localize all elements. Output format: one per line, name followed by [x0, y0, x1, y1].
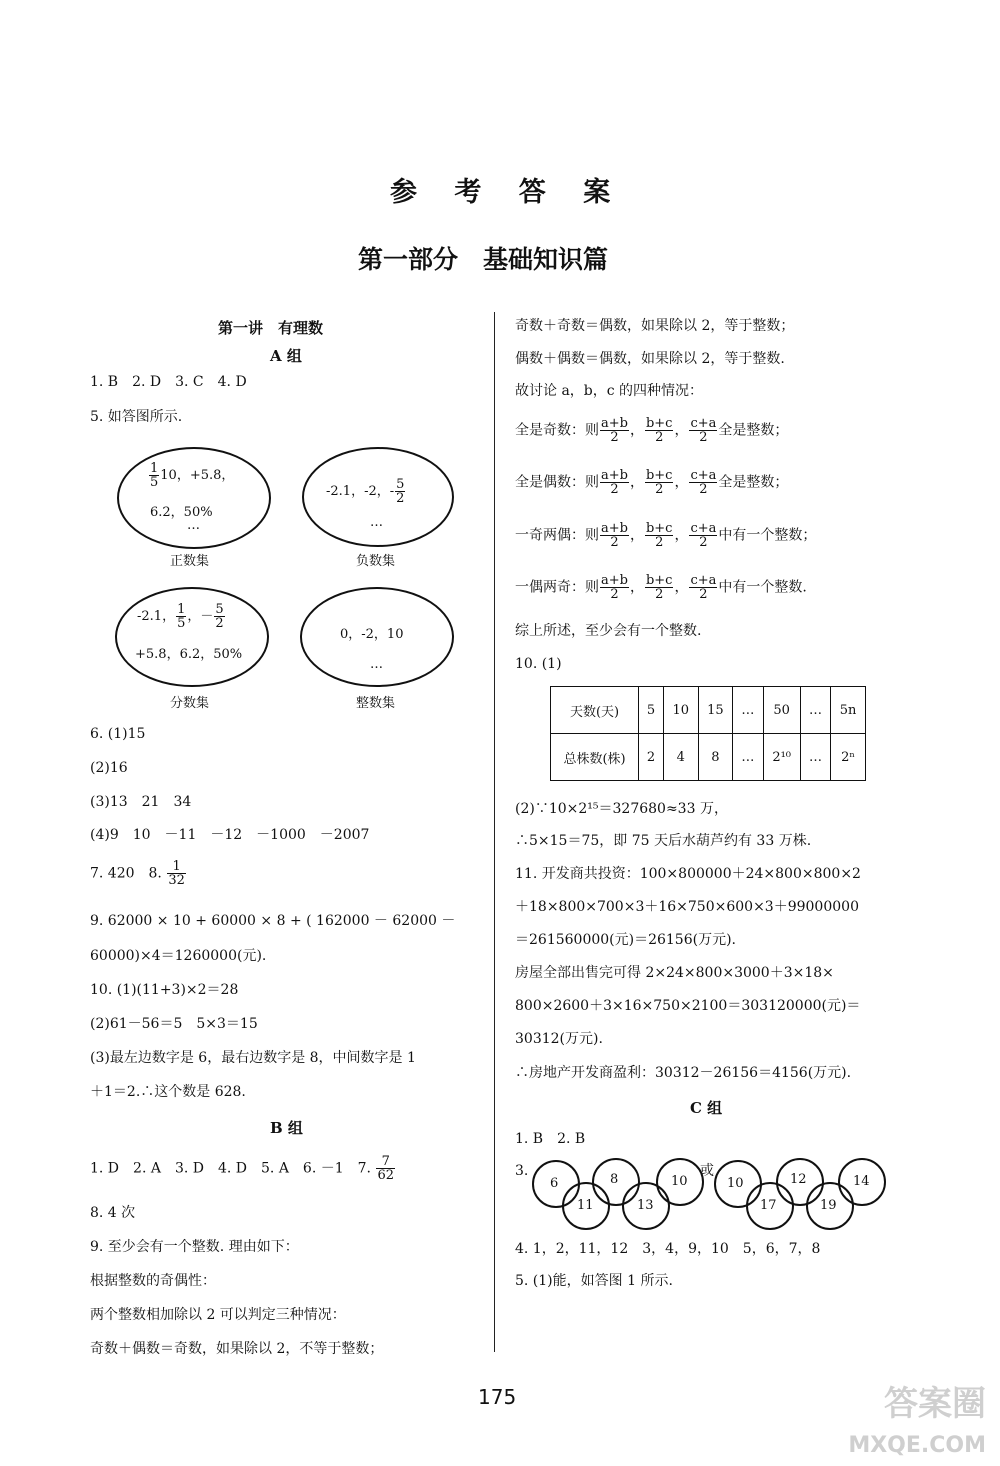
- case-one-even-two-odd: 一偶两奇：则 $\frac{a+b}{2}$ ， $\frac{b+c}{2}$ ， $\frac{c+a}{2}$ 中有一个整数.: [515, 573, 807, 602]
- answer-a10-2: (2)61－56＝5 5×3＝15: [90, 1016, 258, 1032]
- answer-a10-3: (3)最左边数字是 6，最右边数字是 8，中间数字是 1: [90, 1050, 416, 1066]
- column-divider: [494, 312, 495, 1352]
- numerator: 7: [376, 1155, 395, 1169]
- table-cell: 总株数(株): [551, 734, 639, 781]
- table-cell: …: [800, 734, 830, 781]
- answer-11-1: 11. 开发商共投资：100×800000＋24×800×800×2: [515, 866, 861, 882]
- numerator: a+b: [601, 521, 628, 536]
- fraction-c-plus-a: [689, 522, 717, 549]
- fraction-set-content: -2.1， $\frac{1}{5}$ ，－ $\frac{5}{2}$: [137, 602, 224, 631]
- circle-number: 14: [853, 1174, 870, 1189]
- numerator: a+b: [601, 468, 628, 483]
- answer-11-4: 房屋全部出售完可得 2×24×800×3000＋3×18×: [515, 965, 834, 981]
- fraction-c-plus-a: [689, 574, 717, 601]
- numerator: 5: [396, 477, 405, 492]
- fraction-c-plus-a: [689, 469, 717, 496]
- page-number: 175: [478, 1385, 517, 1409]
- answer-a9-1: 9. 62000 × 10 + 60000 × 8 + ( 162000 － 62000 －: [90, 913, 456, 929]
- denominator: 2: [610, 482, 619, 497]
- case-one-even-result: 中有一个整数.: [718, 579, 807, 596]
- table-cell: …: [800, 687, 830, 734]
- lecture-title: 第一讲 有理数: [218, 319, 324, 337]
- page-title: 参 考 答 案: [390, 177, 625, 208]
- table-cell: 8: [698, 734, 733, 781]
- right-line-3: 故讨论 a，b，c 的四种情况：: [515, 383, 704, 399]
- answer-c1: 1. B 2. B: [515, 1131, 586, 1147]
- denominator: 2: [396, 491, 405, 506]
- table-cell: 2ⁿ: [831, 734, 866, 781]
- part-title: 第一部分 基础知识篇: [358, 245, 609, 274]
- fraction-a-plus-b: [600, 469, 629, 496]
- fraction-a-plus-b: [600, 522, 629, 549]
- denominator: 5: [150, 475, 159, 490]
- denominator: 2: [655, 430, 664, 445]
- circle-number: 17: [760, 1198, 777, 1213]
- numerator: b+c: [645, 573, 673, 588]
- answer-b9: 9. 至少会有一个整数. 理由如下：: [90, 1239, 299, 1255]
- circle-number: 10: [671, 1174, 688, 1189]
- denominator: 2: [610, 587, 619, 602]
- case-all-odd: 全是奇数：则 $\frac{a+b}{2}$ ， $\frac{b+c}{2}$ ， $\frac{c+a}{2}$ 全是整数；: [515, 416, 789, 445]
- case-one-odd-result: 中有一个整数；: [718, 527, 817, 544]
- denominator: 5: [177, 616, 186, 631]
- denominator: 2: [215, 616, 224, 631]
- answer-10-2: (2)∵10×2¹⁵＝327680≈33 万，: [515, 801, 728, 817]
- circle-number: 12: [790, 1172, 807, 1187]
- case-all-odd-label: 全是奇数：则: [515, 422, 599, 439]
- answer-a1: 1. B 2. D 3. C 4. D: [90, 374, 247, 390]
- answer-b8: 8. 4 次: [90, 1205, 136, 1221]
- table-row: [551, 687, 866, 734]
- answer-11-3: ＝261560000(元)＝26156(万元).: [515, 932, 736, 948]
- table-cell: 5: [639, 687, 664, 734]
- negative-set-content: [326, 478, 406, 505]
- case-one-odd-label: 一奇两偶：则: [515, 527, 599, 544]
- circle-number: 11: [577, 1198, 594, 1213]
- denominator: 2: [699, 587, 708, 602]
- positive-set-dots: …: [187, 518, 200, 533]
- numerator: b+c: [645, 521, 673, 536]
- numerator: b+c: [645, 416, 673, 431]
- denominator: 2: [655, 482, 664, 497]
- denominator: 2: [699, 430, 708, 445]
- answer-b1: [90, 1155, 396, 1182]
- answer-b9-3: 奇数＋偶数＝奇数，如果除以 2，不等于整数；: [90, 1341, 384, 1357]
- answer-a6-1: 6. (1)15: [90, 726, 146, 742]
- numerator: 1: [167, 860, 186, 874]
- denominator: 2: [655, 535, 664, 550]
- answer-10-3: ∴5×15＝75，即 75 天后水葫芦约有 33 万株.: [515, 833, 812, 849]
- table-cell: 50: [763, 687, 800, 734]
- caption-integer-set: 整数集: [356, 696, 396, 711]
- negative-set-dots: …: [370, 515, 383, 530]
- integer-set-line1: 0，-2，10: [340, 627, 404, 642]
- denominator: 2: [655, 587, 664, 602]
- fraction-seven-62: [376, 1155, 395, 1182]
- case-all-odd-result: 全是整数；: [718, 422, 789, 439]
- numerator: c+a: [690, 573, 717, 588]
- growth-table: [550, 686, 866, 781]
- answer-11-5: 800×2600＋3×16×750×2100＝303120000(元)＝: [515, 998, 861, 1014]
- table-cell: 2: [639, 734, 664, 781]
- answer-a10-1: 10. (1)(11+3)×2＝28: [90, 982, 239, 998]
- positive-set-content: [148, 462, 234, 489]
- answer-a9-2: 60000)×4＝1260000(元).: [90, 948, 267, 964]
- circle-number: 10: [727, 1176, 744, 1191]
- numerator: b+c: [645, 468, 673, 483]
- circle-number: 13: [637, 1198, 654, 1213]
- numerator: c+a: [690, 416, 717, 431]
- case-one-even-label: 一偶两奇：则: [515, 579, 599, 596]
- caption-positive-set: 正数集: [170, 554, 210, 569]
- answer-a6-4: (4)9 10 －11 －12 －1000 －2007: [90, 827, 370, 843]
- group-b-heading: B 组: [270, 1119, 303, 1137]
- circle-number: 8: [610, 1172, 619, 1187]
- fraction-a-plus-b: [600, 574, 629, 601]
- fraction-b-plus-c: [645, 417, 674, 444]
- summary-line: 综上所述，至少会有一个整数.: [515, 623, 702, 639]
- table-cell: 2¹⁰: [763, 734, 800, 781]
- table-cell: 4: [663, 734, 698, 781]
- table-cell: …: [733, 734, 763, 781]
- numerator: c+a: [690, 468, 717, 483]
- caption-fraction-set: 分数集: [170, 696, 210, 711]
- table-cell: 10: [663, 687, 698, 734]
- answer-a5: 5. 如答图所示.: [90, 409, 183, 425]
- fraction-set-ellipse: [115, 587, 269, 687]
- table-row: [551, 734, 866, 781]
- fraction-c-plus-a: [689, 417, 717, 444]
- answer-b1-text: 1. D 2. A 3. D 4. D 5. A 6. －1 7.: [90, 1160, 372, 1177]
- right-line-2: 偶数＋偶数＝偶数，如果除以 2，等于整数.: [515, 351, 785, 367]
- fraction-b-plus-c: [645, 574, 674, 601]
- answer-a6-2: (2)16: [90, 760, 128, 776]
- denominator: 2: [699, 535, 708, 550]
- numerator: a+b: [601, 416, 628, 431]
- fraction-set-line1: -2.1，: [137, 609, 176, 624]
- denominator: 2: [610, 430, 619, 445]
- fraction-b-plus-c: [645, 522, 674, 549]
- fraction-b-plus-c: [645, 469, 674, 496]
- case-all-even-result: 全是整数；: [718, 474, 789, 491]
- numerator: 5: [215, 602, 224, 617]
- answer-11-6: 30312(万元).: [515, 1031, 603, 1047]
- answer-b9-2: 两个整数相加除以 2 可以判定三种情况：: [90, 1307, 346, 1323]
- denominator: 32: [168, 873, 185, 888]
- caption-negative-set: 负数集: [356, 554, 396, 569]
- circle-number: 19: [820, 1198, 837, 1213]
- answer-11-2: ＋18×800×700×3＋16×750×600×3＋99000000: [515, 899, 859, 915]
- watermark-logo: 答案圈 MXQE.COM: [848, 1384, 986, 1458]
- denominator: 62: [377, 1168, 395, 1183]
- answer-c5: 5. (1)能，如答图 1 所示.: [515, 1273, 673, 1289]
- fraction-a-plus-b: [600, 417, 629, 444]
- answer-c3-label: 3.: [515, 1163, 529, 1179]
- table-cell: …: [733, 687, 763, 734]
- answer-a10-4: ＋1＝2.∴这个数是 628.: [90, 1084, 246, 1100]
- fraction-five-half: [395, 478, 405, 505]
- integer-set-dots: …: [370, 657, 383, 672]
- negative-set-line1: -2.1，-2，-: [326, 484, 395, 499]
- numerator: c+a: [690, 521, 717, 536]
- answer-b9-1: 根据整数的奇偶性：: [90, 1273, 216, 1289]
- group-c-heading: C 组: [690, 1099, 723, 1117]
- table-cell: 15: [698, 687, 733, 734]
- case-all-even: 全是偶数：则 $\frac{a+b}{2}$ ， $\frac{b+c}{2}$ ， $\frac{c+a}{2}$ 全是整数；: [515, 468, 789, 497]
- case-all-even-label: 全是偶数：则: [515, 474, 599, 491]
- denominator: 2: [699, 482, 708, 497]
- answer-10-label: 10. (1): [515, 656, 562, 672]
- fraction-set-line2: +5.8，6.2，50%: [135, 647, 243, 662]
- answer-a7-text: 7. 420 8.: [90, 865, 162, 882]
- fraction-one-32: [167, 860, 186, 887]
- fraction-one-fifth: [176, 603, 186, 630]
- numerator: a+b: [601, 573, 628, 588]
- numerator: 1: [150, 461, 159, 476]
- answer-11-7: ∴房地产开发商盈利：30312－26156＝4156(万元).: [515, 1065, 852, 1081]
- answer-a6-3: (3)13 21 34: [90, 794, 192, 810]
- circle-number: 6: [550, 1176, 559, 1191]
- fraction-five-half: [214, 603, 224, 630]
- answer-c4: 4. 1，2，11，12 3，4，9，10 5，6，7，8: [515, 1241, 821, 1257]
- case-one-odd-two-even: 一奇两偶：则 $\frac{a+b}{2}$ ， $\frac{b+c}{2}$ ， $\frac{c+a}{2}$ 中有一个整数；: [515, 521, 817, 550]
- fraction-one-fifth: [149, 462, 159, 489]
- answer-a7-a8: [90, 860, 187, 887]
- denominator: 2: [610, 535, 619, 550]
- positive-set-line2: 6.2，50%: [150, 505, 213, 520]
- table-cell: 天数(天): [551, 687, 639, 734]
- or-label: 或: [700, 1163, 714, 1179]
- numerator: 1: [177, 602, 186, 617]
- positive-set-line1: 10，+5.8，: [160, 468, 235, 483]
- table-cell: 5n: [831, 687, 866, 734]
- group-a-heading: A 组: [270, 347, 302, 365]
- right-line-1: 奇数＋奇数＝偶数，如果除以 2，等于整数；: [515, 318, 795, 334]
